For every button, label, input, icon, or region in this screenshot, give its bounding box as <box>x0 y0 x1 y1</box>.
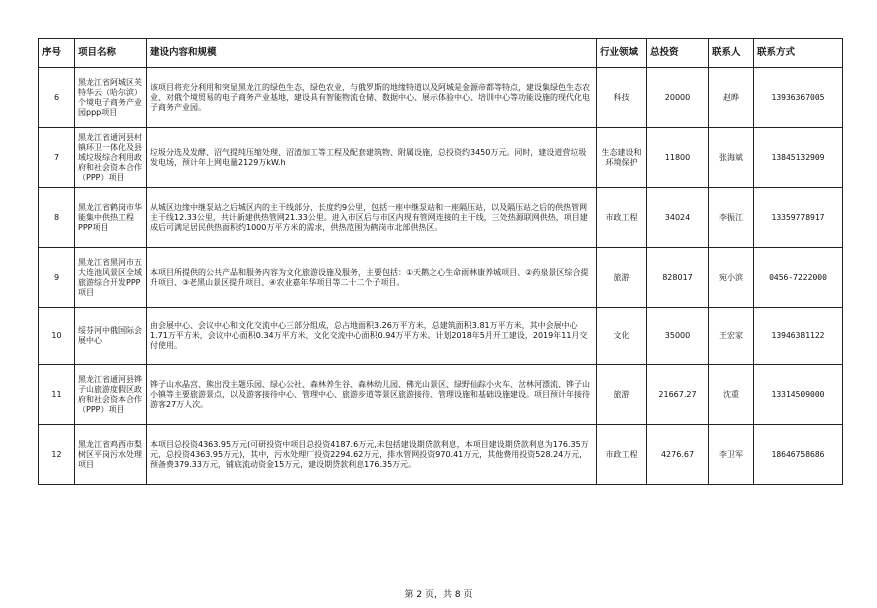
cell-field: 旅游 <box>597 365 647 425</box>
cell-content: 铧子山水晶宫、熊出没主题乐园、绿心公社、森林养生谷、森林幼儿园、佛光山景区、绿野仙踪小火车、岔林河漂流、铧子山小镇等主要旅游景点，以及游客接待中心、管理中心、旅游步道等景区旅游接待、管理设施和基础设施建设。项目预计年接待游客27万人次。 <box>147 365 597 425</box>
cell-seq: 8 <box>39 188 75 248</box>
header-field: 行业领域 <box>597 39 647 68</box>
table-row <box>39 365 843 425</box>
header-contact: 联系人 <box>709 39 754 68</box>
cell-seq: 12 <box>39 425 75 485</box>
table-row <box>39 68 843 128</box>
cell-content: 垃圾分选及发酵、沼气提纯压缩处理、沼渣加工等工程及配套建筑物、附属设施，总投资约3450万元。同时，建设道营垃圾发电场，预计年上网电量2129万kW.h <box>147 128 597 188</box>
header-content: 建设内容和规模 <box>147 39 597 68</box>
cell-phone: 13314509000 <box>754 365 843 425</box>
cell-content: 从城区边缘中继泵站之后城区内的主干线部分，长度约9公里，包括一座中继泵站和一座隔压站，以及隔压站之后的供热管网主干线12.33公里，共计新建供热管网21.33公里。进入市区后与市区内现有管网连接的主干线，三处热源联网供热，项目建成后可满足居民供热面积约1000万平方米的需求，供热范围为鹤岗市北部供热区。 <box>147 188 597 248</box>
header-name: 项目名称 <box>75 39 147 68</box>
cell-phone: 13845132909 <box>754 128 843 188</box>
project-table <box>38 38 843 485</box>
cell-content: 该项目将充分利用和突显黑龙江的绿色生态，绿色农业，与俄罗斯的地缘特道以及阿城是金源帝都等特点，建设集绿色生态农业、对俄个境贸易的电子商务产业基地，建设具有智能物流仓储、数据中心、展示体验中心、培训中心等功能设施的现代化电子商务产业园。 <box>147 68 597 128</box>
cell-phone: 13946381122 <box>754 308 843 365</box>
cell-phone: 18646758686 <box>754 425 843 485</box>
cell-project-name: 黑龙江省黑河市五大连池风景区全域旅游综合开发PPP项目 <box>75 248 147 308</box>
cell-seq: 9 <box>39 248 75 308</box>
cell-contact: 赵晔 <box>709 68 754 128</box>
header-phone: 联系方式 <box>754 39 843 68</box>
cell-field: 市政工程 <box>597 188 647 248</box>
cell-investment: 34024 <box>647 188 709 248</box>
page-number-footer: 第 2 页，共 8 页 <box>404 590 473 600</box>
cell-contact: 沈重 <box>709 365 754 425</box>
cell-investment: 21667.27 <box>647 365 709 425</box>
table-row <box>39 425 843 485</box>
cell-investment: 4276.67 <box>647 425 709 485</box>
header-seq: 序号 <box>39 39 75 68</box>
cell-content: 本项目总投资4363.95万元(可研投资中项目总投资4187.6万元,未包括建设期贷款利息，本项目建设期贷款利息为176.35万元，总投资4363.95万元)，其中，污水处理厂投资2294.62万元，排水管网投资970.41万元，其他费用投资528.24万元，预备费379.33万元，铺底流动资金15万元，建设期贷款利息176.35万元。 <box>147 425 597 485</box>
cell-project-name: 黑龙江省鸡西市梨树区平岗污水处理项目 <box>75 425 147 485</box>
cell-contact: 李卫军 <box>709 425 754 485</box>
cell-content: 本项目所提供的公共产品和服务内容为文化旅游设施及服务，主要包括：①天鹅之心生命雨林康养城项目、②药泉景区综合提升项目、③老黑山景区提升项目、④农业嘉年华项目等二十二个子项目。 <box>147 248 597 308</box>
cell-field: 科技 <box>597 68 647 128</box>
cell-project-name: 黑龙江省通河县铧子山旅游度假区政府和社会资本合作（PPP）项目 <box>75 365 147 425</box>
table-row <box>39 128 843 188</box>
cell-project-name: 黑龙江省鹤岗市华能集中供热工程PPP项目 <box>75 188 147 248</box>
cell-seq: 11 <box>39 365 75 425</box>
cell-seq: 6 <box>39 68 75 128</box>
cell-seq: 10 <box>39 308 75 365</box>
cell-project-name: 绥芬河中俄国际会展中心 <box>75 308 147 365</box>
cell-investment: 35000 <box>647 308 709 365</box>
header-investment: 总投资 <box>647 39 709 68</box>
cell-contact: 王宏家 <box>709 308 754 365</box>
cell-phone: 0456-7222000 <box>754 248 843 308</box>
cell-phone: 13936367005 <box>754 68 843 128</box>
cell-field: 文化 <box>597 308 647 365</box>
cell-content: 由会展中心、会议中心和文化交流中心三部分组成，总占地面积3.26万平方米，总建筑面积3.81万平方米，其中会展中心1.71万平方米，会议中心面积0.34万平方米，文化交流中心面积0.94万平方米。计划2018年5月开工建设，2019年11月交付使用。 <box>147 308 597 365</box>
cell-investment: 11800 <box>647 128 709 188</box>
cell-field: 旅游 <box>597 248 647 308</box>
cell-field: 市政工程 <box>597 425 647 485</box>
cell-project-name: 黑龙江省通河县村镇环卫一体化及县域垃圾综合利用政府和社会资本合作（PPP）项目 <box>75 128 147 188</box>
cell-field: 生态建设和环境保护 <box>597 128 647 188</box>
cell-investment: 20000 <box>647 68 709 128</box>
cell-seq: 7 <box>39 128 75 188</box>
cell-project-name: 黑龙江省阿城区芙特华云（哈尔滨）个境电子商务产业园ppp项目 <box>75 68 147 128</box>
table-row <box>39 248 843 308</box>
cell-contact: 张海斌 <box>709 128 754 188</box>
table-row <box>39 308 843 365</box>
cell-investment: 828017 <box>647 248 709 308</box>
table-header-row <box>39 39 843 68</box>
cell-contact: 宛小滨 <box>709 248 754 308</box>
cell-phone: 13359778917 <box>754 188 843 248</box>
cell-contact: 李振江 <box>709 188 754 248</box>
table-row <box>39 188 843 248</box>
